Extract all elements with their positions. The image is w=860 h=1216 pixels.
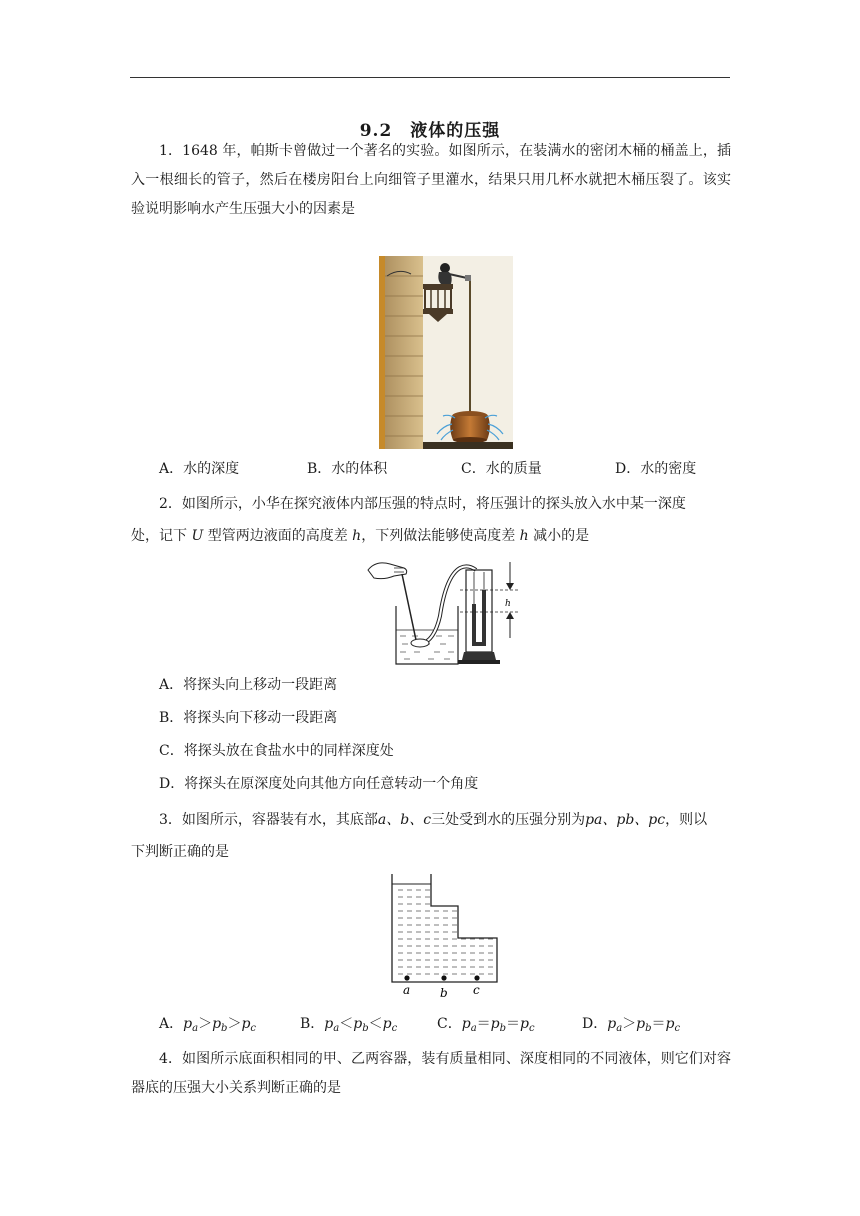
figure-label-a: a bbox=[403, 983, 411, 997]
option-letter: A． bbox=[159, 1016, 184, 1032]
u-tube-manometer-figure bbox=[364, 556, 526, 668]
pressure-subscript: b bbox=[221, 1023, 228, 1034]
pascal-barrel-illustration bbox=[379, 256, 513, 449]
question-2-line-1: 2．如图所示，小华在探究液体内部压强的特点时，将压强计的探头放入水中某一深度 bbox=[159, 496, 686, 512]
q1-option-b: B．水的体积 bbox=[307, 461, 388, 477]
pressure-symbol: p bbox=[324, 1016, 334, 1032]
relation-sign: ＜ bbox=[339, 1016, 354, 1032]
option-letter: C． bbox=[437, 1016, 462, 1032]
question-3-line-1: 3．如图所示，容器装有水，其底部a、b、c三处受到水的压强分别为pa、pb、pc，则以 bbox=[159, 812, 708, 828]
pressure-subscript: a bbox=[616, 1023, 623, 1034]
relation-sign: ＝ bbox=[506, 1016, 521, 1032]
pressure-symbol: p bbox=[636, 1016, 646, 1032]
pressure-symbol: p bbox=[382, 1016, 392, 1032]
q3-option-a bbox=[159, 1014, 256, 1039]
relation-sign: ＞ bbox=[227, 1016, 242, 1032]
q2-option-d: D．将探头在原深度处向其他方向任意转动一个角度 bbox=[159, 776, 479, 792]
pressure-subscript: a bbox=[470, 1023, 477, 1034]
pressure-subscript: c bbox=[391, 1023, 398, 1034]
q3-option-b bbox=[300, 1014, 397, 1039]
q1-option-a: A．水的深度 bbox=[159, 461, 240, 477]
pressure-subscript: b bbox=[645, 1023, 652, 1034]
relation-sign: ＞ bbox=[198, 1016, 213, 1032]
pressure-symbol: p bbox=[490, 1016, 500, 1032]
figure-label-c: c bbox=[473, 983, 480, 997]
pressure-symbol: p bbox=[183, 1016, 193, 1032]
question-3-line-2: 下判断正确的是 bbox=[131, 844, 229, 860]
relation-sign: ＜ bbox=[368, 1016, 383, 1032]
pressure-symbol: p bbox=[607, 1016, 617, 1032]
pressure-symbol: p bbox=[353, 1016, 363, 1032]
q3-option-c bbox=[437, 1014, 535, 1039]
pressure-symbol: p bbox=[520, 1016, 529, 1032]
q2-option-a: A．将探头向上移动一段距离 bbox=[159, 677, 338, 693]
q3-option-d bbox=[582, 1014, 680, 1039]
question-4-text: 4．如图所示底面积相同的甲、乙两容器，装有质量相同、深度相同的不同液体，则它们对容器底的压强大小关系判断正确的是 bbox=[131, 1051, 731, 1096]
question-2-line-2: 处，记下 U 型管两边液面的高度差 h，下列做法能够使高度差 h 减小的是 bbox=[131, 528, 590, 544]
q2-option-c: C．将探头放在食盐水中的同样深度处 bbox=[159, 743, 394, 759]
pressure-subscript: a bbox=[333, 1023, 340, 1034]
q1-option-d: D．水的密度 bbox=[615, 461, 697, 477]
pressure-symbol: p bbox=[665, 1016, 675, 1032]
pressure-subscript: c bbox=[674, 1023, 681, 1034]
pressure-symbol: p bbox=[212, 1016, 222, 1032]
header-rule bbox=[130, 77, 730, 78]
option-letter: B． bbox=[300, 1016, 325, 1032]
option-letter: D． bbox=[582, 1016, 608, 1032]
relation-sign: ＝ bbox=[476, 1016, 491, 1032]
figure-label-h: h bbox=[505, 599, 511, 609]
pressure-subscript: a bbox=[192, 1023, 199, 1034]
pressure-symbol: p bbox=[461, 1016, 471, 1032]
relation-sign: ＞ bbox=[622, 1016, 637, 1032]
pressure-subscript: c bbox=[529, 1023, 535, 1034]
pressure-symbol: p bbox=[241, 1016, 251, 1032]
q1-option-c: C．水的质量 bbox=[461, 461, 542, 477]
page-title: 9.2 液体的压强 bbox=[359, 121, 501, 141]
pressure-subscript: b bbox=[499, 1023, 507, 1034]
pressure-subscript: c bbox=[250, 1023, 257, 1034]
figure-label-b: b bbox=[440, 986, 448, 1000]
relation-sign: ＝ bbox=[651, 1016, 666, 1032]
question-1-text: 1．1648 年，帕斯卡曾做过一个著名的实验。如图所示，在装满水的密闭木桶的桶盖上，插入一根细长的管子，然后在楼房阳台上向细管子里灌水，结果只用几杯水就把木桶压裂了。该实验说明影响水产生压强大小的因素是 bbox=[131, 143, 731, 217]
q2-option-b: B．将探头向下移动一段距离 bbox=[159, 710, 338, 726]
stepped-container-figure bbox=[380, 870, 504, 1002]
pressure-subscript: b bbox=[362, 1023, 369, 1034]
